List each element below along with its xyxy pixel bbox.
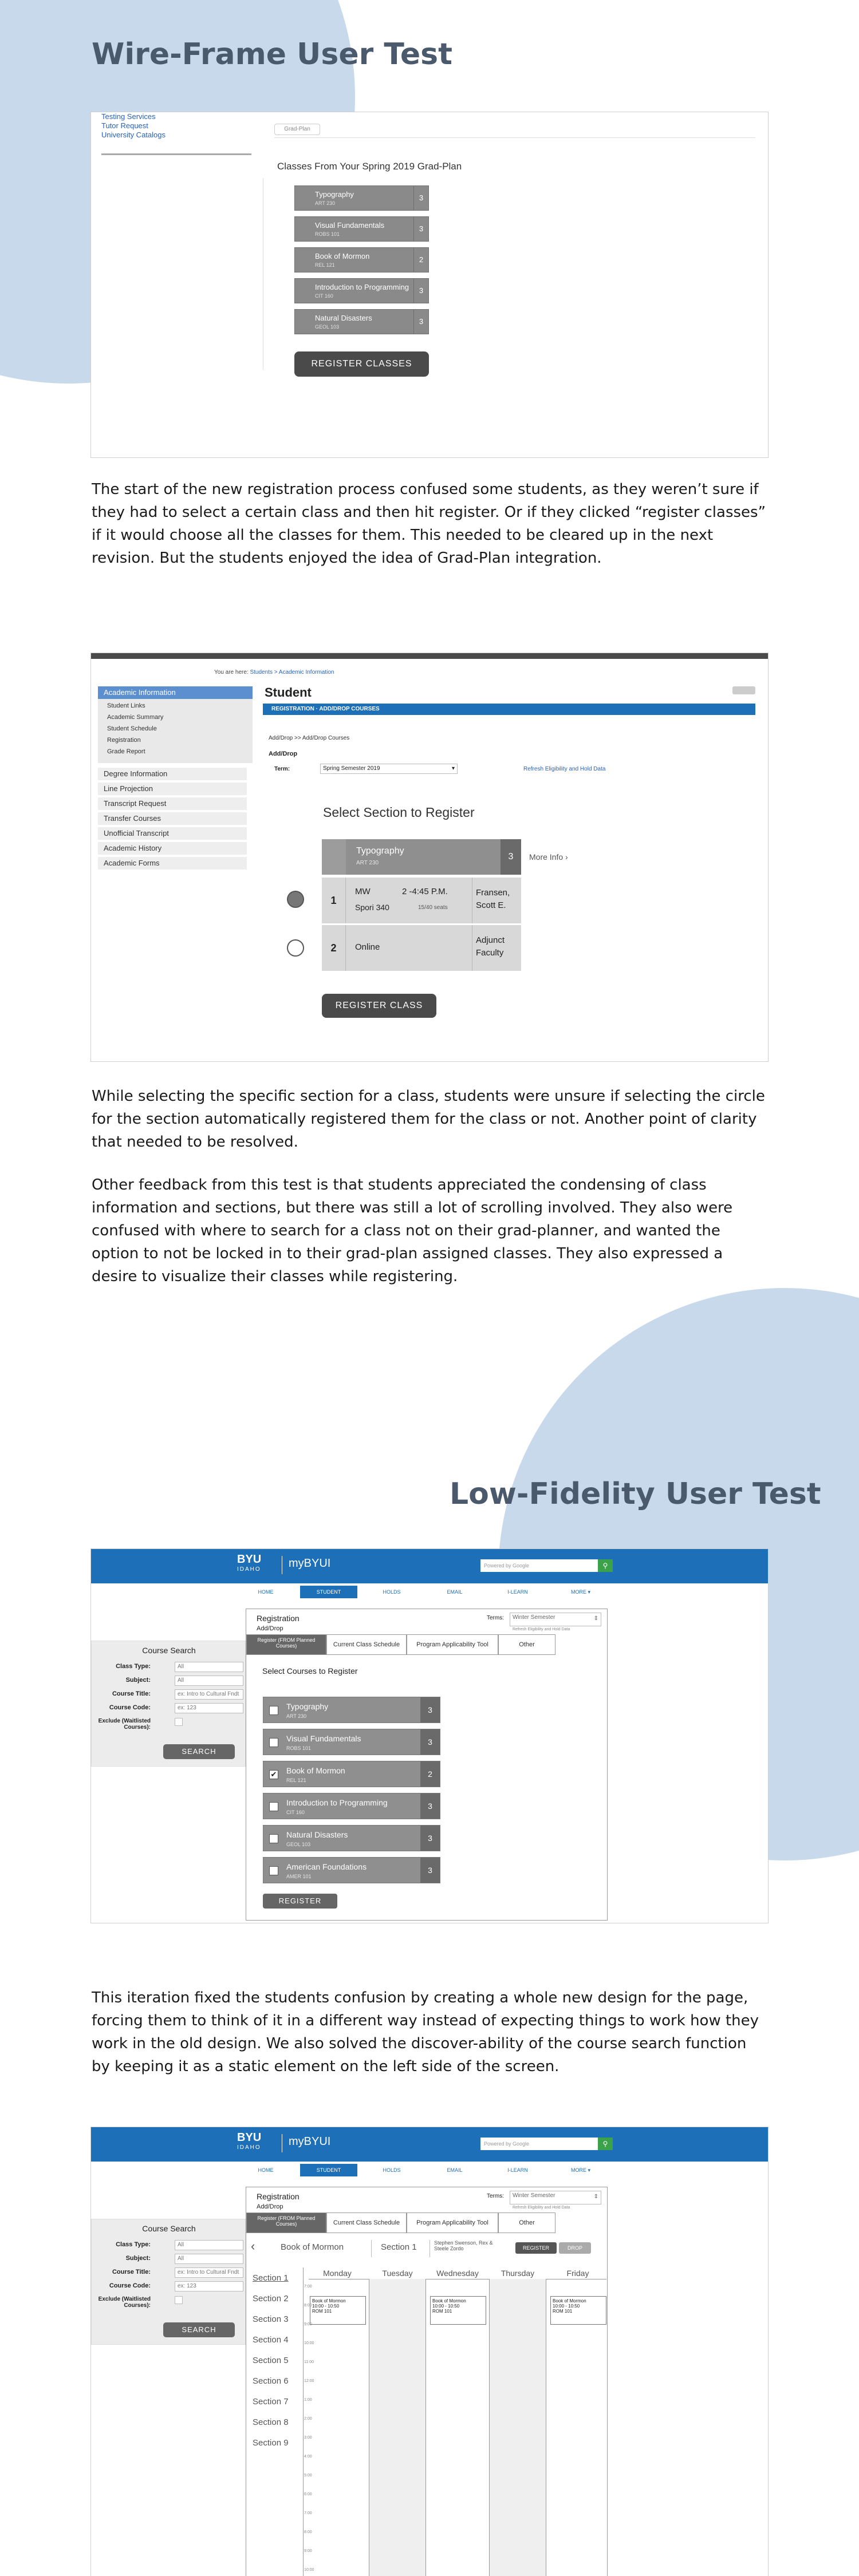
course-bar[interactable]	[263, 1825, 440, 1851]
blue-registration-bar: REGISTRATION · ADD/DROP COURSES	[263, 704, 755, 715]
course-checkbox[interactable]	[269, 1866, 278, 1875]
nav-student[interactable]: STUDENT	[300, 2164, 357, 2176]
section-2-row[interactable]	[322, 925, 521, 971]
brand-name: myBYUI	[289, 2135, 331, 2148]
class-name: Typography	[356, 846, 404, 856]
course-checkbox[interactable]	[269, 1802, 278, 1811]
section-seats: 15/40 seats	[418, 904, 448, 911]
instructor-name: Stephen Swenson, Rex & Steele Zordo	[434, 2240, 493, 2251]
course-search-panel	[91, 1641, 246, 1767]
course-search-title: Course Search	[142, 1646, 196, 1655]
class-bar[interactable]	[294, 309, 429, 334]
course-search-title: Course Search	[142, 2224, 196, 2233]
submenu-item[interactable]: Student Links	[107, 702, 145, 709]
terms-label: Terms:	[487, 2193, 504, 2199]
section-1-radio[interactable]	[287, 891, 304, 908]
time-label: 3:00	[304, 2436, 312, 2440]
day-column-thursday	[489, 2279, 546, 2576]
subject-select[interactable]: All	[175, 1676, 243, 1686]
course-code: ART 230	[286, 1713, 307, 1719]
nav-holds[interactable]: HOLDS	[383, 1589, 401, 1595]
class-header-left	[322, 839, 346, 875]
chevron-updown-icon: ⇕	[593, 1615, 598, 1622]
course-code-input[interactable]: ex: 123	[175, 2281, 243, 2291]
course-title-input[interactable]: ex: Intro to Cultural Fndt	[175, 2267, 243, 2278]
class-code: REL 121	[315, 262, 335, 268]
class-type-select[interactable]: All	[175, 2240, 243, 2250]
section-number: 1	[322, 878, 346, 923]
event-title: Book of Mormon	[432, 2298, 466, 2304]
submenu-item[interactable]: Registration	[107, 737, 141, 744]
course-name: American Foundations	[286, 1862, 367, 1871]
day-header: Friday	[566, 2269, 589, 2278]
section-number: 2	[322, 925, 346, 971]
calendar-event[interactable]	[550, 2296, 606, 2325]
event-title: Book of Mormon	[553, 2298, 586, 2304]
select-section-heading: Select Section to Register	[323, 805, 475, 820]
terms-sub[interactable]: Refresh Eligibility and Hold Data	[513, 1627, 570, 1631]
more-info-link[interactable]	[529, 852, 568, 862]
add-drop-subtitle: Add/Drop	[269, 750, 298, 757]
course-search-panel	[91, 2219, 246, 2345]
event-room: ROM 101	[553, 2309, 573, 2314]
search-input[interactable]: Powered by Google	[480, 2138, 601, 2150]
class-bar[interactable]	[294, 278, 429, 303]
term-select[interactable]	[320, 764, 458, 774]
class-credits: 3	[413, 279, 428, 303]
calendar-event[interactable]	[430, 2296, 486, 2325]
field-label: Exclude (Waitlisted Courses):	[98, 1718, 151, 1730]
nav-home[interactable]: HOME	[258, 2167, 274, 2173]
selected-section: Section 1	[381, 2242, 417, 2252]
class-header-bar	[322, 839, 521, 875]
selected-course: Book of Mormon	[281, 2242, 344, 2252]
event-time: 10:00 - 10:50	[432, 2304, 460, 2309]
brand-name: myBYUI	[289, 1557, 331, 1570]
calendar-left-border	[303, 2267, 304, 2576]
header-divider	[371, 2240, 372, 2257]
course-code: AMER 101	[286, 1874, 312, 1879]
time-label: 5:00	[304, 2474, 312, 2478]
section-type: Online	[355, 942, 380, 952]
course-code-input[interactable]: ex: 123	[175, 1703, 243, 1713]
event-room: ROM 101	[312, 2309, 332, 2314]
course-credits: 3	[420, 1729, 440, 1755]
day-header: Thursday	[501, 2269, 535, 2278]
back-arrow-icon[interactable]: ‹	[251, 2239, 255, 2253]
nav-holds[interactable]: HOLDS	[383, 2167, 401, 2173]
nav-email[interactable]: EMAIL	[447, 2167, 463, 2173]
course-checkbox[interactable]	[269, 1738, 278, 1747]
paragraph-wireframe-2: While selecting the specific section for a class, students were unsure if selecting the circle for the section automatically registered them for the class or not. Another point of clarity that needed to be resolved.	[92, 1088, 765, 1151]
class-code: CIT 160	[315, 293, 333, 299]
course-bar[interactable]	[263, 1793, 440, 1819]
add-drop-crumb[interactable]: Add/Drop >> Add/Drop Courses	[269, 735, 350, 741]
toggle-icon[interactable]	[732, 686, 755, 694]
time-label: 2:00	[304, 2417, 312, 2421]
class-name: Introduction to Programming	[315, 283, 409, 291]
nav-student[interactable]: STUDENT	[300, 1586, 357, 1598]
search-icon[interactable]: ⚲	[598, 1559, 613, 1572]
field-label: Course Code:	[109, 1704, 151, 1711]
class-type-select[interactable]: All	[175, 1662, 243, 1672]
chevron-down-icon: ▾	[451, 765, 455, 772]
lowfi-screenshot-calendar	[90, 2127, 769, 2576]
time-label: 6:00	[304, 2492, 312, 2496]
time-label: 10:00	[304, 2568, 314, 2572]
refresh-eligibility-link[interactable]: Refresh Eligibility and Hold Data	[523, 766, 606, 772]
class-credits: 3	[413, 217, 428, 241]
class-name: Visual Fundamentals	[315, 221, 385, 230]
section-1-row[interactable]	[322, 878, 521, 923]
terms-sub[interactable]: Refresh Eligibility and Hold Data	[513, 2206, 570, 2210]
field-label: Course Code:	[109, 2282, 151, 2289]
course-code: GEOL 103	[286, 1842, 311, 1847]
byu-logo-bottom: IDAHO	[237, 2144, 261, 2151]
sidebar-divider	[101, 153, 251, 155]
section-link[interactable]: Section 7	[253, 2397, 289, 2407]
section-link[interactable]: Section 1	[253, 2273, 289, 2283]
registration-title: Registration	[257, 1614, 300, 1623]
class-name: Natural Disasters	[315, 314, 372, 322]
section-link[interactable]: Section 4	[253, 2335, 289, 2345]
day-header: Tuesday	[382, 2269, 413, 2278]
time-label: 8:00	[304, 2530, 312, 2534]
class-bar[interactable]	[294, 216, 429, 242]
class-bar[interactable]	[294, 247, 429, 272]
registration-title: Registration	[257, 2192, 300, 2201]
course-name: Natural Disasters	[286, 1830, 348, 1839]
menu-item[interactable]: Academic Forms	[98, 857, 247, 870]
section-link[interactable]: Section 3	[253, 2314, 289, 2324]
field-label: Subject:	[125, 2255, 151, 2262]
time-label: 7:00	[304, 2285, 312, 2289]
wireframe-section-title: Wire-Frame User Test	[92, 37, 452, 72]
day-header: Monday	[323, 2269, 352, 2278]
lowfi-screenshot-register	[90, 1548, 769, 1923]
nav-more[interactable]: MORE ▾	[570, 1589, 591, 1595]
course-credits: 2	[420, 1761, 440, 1787]
tab-other[interactable]: Other	[498, 2212, 555, 2233]
term-label: Term:	[274, 766, 290, 772]
course-bar[interactable]	[263, 1697, 440, 1723]
paragraph-wireframe-1: The start of the new registration process confused some students, as they weren’t sure if they had to select a certain class and then hit register. Or if they clicked “register classes” if it would choose all the classes for them. This needed to be cleared up in the next revision. But the students enjoyed the idea of Grad-Plan integration.	[92, 481, 766, 567]
register-classes-button[interactable]: REGISTER CLASSES	[294, 351, 429, 377]
course-checkbox[interactable]	[269, 1706, 278, 1715]
section-days: MW	[355, 887, 371, 896]
week-calendar	[303, 2267, 606, 2576]
event-room: ROM 101	[432, 2309, 452, 2314]
menu-item[interactable]: Line Projection	[98, 783, 247, 795]
time-label: 4:00	[304, 2455, 312, 2459]
terms-select[interactable]	[510, 1613, 601, 1626]
section-link[interactable]: Section 8	[253, 2417, 289, 2427]
course-name: Introduction to Programming	[286, 1798, 388, 1807]
section-2-radio[interactable]	[287, 939, 304, 957]
paragraph-lowfi-1: This iteration fixed the students confusion by creating a whole new design for the page, forcing them to think of it in a different way instead of expecting things to work how they work in the old design. We also solved the discover-ability of the course search function by keeping it as a static element on the left side of the screen.	[92, 1989, 759, 2075]
course-credits: 3	[420, 1826, 440, 1851]
field-label: Class Type:	[116, 1663, 151, 1670]
section-professor: Fransen, Scott E.	[472, 878, 521, 923]
field-label: Class Type:	[116, 2241, 151, 2248]
register-button[interactable]: REGISTER	[263, 1894, 337, 1909]
field-label: Course Title:	[112, 1690, 151, 1697]
section-professor: Adjunct Faculty	[472, 925, 521, 971]
main-nav	[237, 2164, 624, 2176]
lowfi-section-title: Low-Fidelity User Test	[450, 1477, 821, 1511]
search-input[interactable]: Powered by Google	[480, 1559, 601, 1572]
day-header: Wednesday	[436, 2269, 479, 2278]
class-credits: 2	[413, 248, 428, 272]
class-code: ART 230	[315, 200, 336, 206]
exclude-checkbox[interactable]	[175, 1718, 183, 1726]
time-label: 8:00	[304, 2304, 312, 2308]
section-link[interactable]: Section 5	[253, 2356, 289, 2365]
tab-register[interactable]: Register (FROM Planned Courses)	[246, 1634, 326, 1655]
tab-register[interactable]: Register (FROM Planned Courses)	[246, 2212, 326, 2233]
wireframe-screenshot-sections	[90, 653, 769, 1062]
menu-header[interactable]: Academic Information	[98, 686, 253, 699]
breadcrumb	[214, 669, 334, 675]
calendar-event[interactable]	[310, 2296, 366, 2325]
terms-label: Terms:	[487, 1615, 504, 1621]
site-header	[91, 1549, 769, 1583]
course-name: Typography	[286, 1702, 329, 1711]
class-credits: 3	[413, 310, 428, 334]
course-bar[interactable]	[263, 1729, 440, 1755]
section-room: Spori 340	[355, 903, 389, 912]
byu-logo-bottom: IDAHO	[237, 1566, 261, 1573]
class-name: Typography	[315, 190, 354, 199]
site-header	[91, 2127, 769, 2162]
select-courses-heading: Select Courses to Register	[262, 1666, 358, 1676]
course-checkbox[interactable]	[269, 1834, 278, 1843]
byu-logo-top[interactable]: BYU	[237, 2131, 262, 2144]
course-credits: 3	[420, 1858, 440, 1883]
chevron-right-icon: ›	[565, 852, 568, 862]
time-label: 11:00	[304, 2360, 314, 2364]
menu-item[interactable]: Degree Information	[98, 768, 247, 780]
paragraph-wireframe-3: Other feedback from this test is that students appreciated the condensing of class information and sections, but there was still a lot of scrolling involved. They also were confused with where to search for a class not on their grad-planner, and wanted the option to not be locked in to their grad-plan assigned classes. They also expressed a desire to visualize their classes while registering.	[92, 1176, 733, 1285]
byu-logo-top[interactable]: BYU	[237, 1553, 262, 1566]
class-credits: 3	[501, 839, 521, 875]
course-code: CIT 160	[286, 1809, 305, 1815]
event-time: 10:00 - 10:50	[312, 2304, 340, 2309]
exclude-checkbox[interactable]	[175, 2296, 183, 2304]
link-tutor-request[interactable]: Tutor Request	[101, 121, 148, 130]
course-credits: 3	[420, 1697, 440, 1722]
menu-item[interactable]: Transfer Courses	[98, 812, 247, 825]
time-label: 7:00	[304, 2511, 312, 2515]
main-nav	[237, 1586, 624, 1598]
link-university-catalogs[interactable]: University Catalogs	[101, 131, 166, 139]
field-label: Exclude (Waitlisted Courses):	[98, 2296, 151, 2309]
section-link[interactable]: Section 9	[253, 2438, 289, 2448]
class-bar[interactable]	[294, 185, 429, 211]
nav-ilearn[interactable]: I-LEARN	[507, 1589, 528, 1595]
drop-button[interactable]: DROP	[559, 2242, 591, 2254]
submenu-item[interactable]: Grade Report	[107, 748, 145, 755]
add-drop-label: Add/Drop	[257, 1625, 283, 1632]
term-value: Spring Semester 2019	[323, 765, 380, 772]
register-class-button[interactable]: REGISTER CLASS	[322, 994, 436, 1018]
subject-select[interactable]: All	[175, 2254, 243, 2264]
tab-current-schedule[interactable]: Current Class Schedule	[326, 2212, 407, 2233]
field-label: Subject:	[125, 1677, 151, 1684]
wireframe-screenshot-gradplan	[90, 112, 769, 458]
submenu-item[interactable]: Student Schedule	[107, 725, 157, 732]
add-drop-label: Add/Drop	[257, 2203, 283, 2210]
page-title: Student	[265, 685, 312, 700]
top-bar	[91, 653, 769, 659]
section-time: 2 -4:45 P.M.	[402, 887, 448, 896]
day-column-tuesday	[369, 2279, 426, 2576]
time-label: 1:00	[304, 2398, 312, 2402]
tab-program-tool[interactable]: Program Applicability Tool	[407, 2212, 498, 2233]
course-title-input[interactable]: ex: Intro to Cultural Fndt	[175, 1689, 243, 1700]
tab-other[interactable]: Other	[498, 1634, 555, 1655]
menu-item[interactable]: Unofficial Transcript	[98, 827, 247, 840]
search-button[interactable]: SEARCH	[163, 2322, 235, 2337]
terms-select[interactable]	[510, 2191, 601, 2204]
breadcrumb-prefix: You are here:	[214, 669, 249, 675]
course-code: ROBS 101	[286, 1745, 312, 1751]
chevron-updown-icon: ⇕	[593, 2194, 598, 2200]
tab-current-schedule[interactable]: Current Class Schedule	[326, 1634, 407, 1655]
submenu-item[interactable]: Academic Summary	[107, 714, 164, 721]
time-label: 12:00	[304, 2379, 314, 2383]
tab-grad-plan[interactable]: Grad-Plan	[274, 124, 320, 135]
section-link[interactable]: Section 2	[253, 2294, 289, 2304]
tab-program-tool[interactable]: Program Applicability Tool	[407, 1634, 498, 1655]
nav-more[interactable]: MORE ▾	[570, 2167, 591, 2173]
class-code: ROBS 101	[315, 231, 340, 237]
terms-value: Winter Semester	[513, 2192, 555, 2199]
link-testing-services[interactable]: Testing Services	[101, 112, 156, 121]
time-label: 9:00	[304, 2322, 312, 2326]
event-title: Book of Mormon	[312, 2298, 346, 2304]
section-link[interactable]: Section 6	[253, 2376, 289, 2386]
course-bar[interactable]	[263, 1857, 440, 1883]
course-name: Visual Fundamentals	[286, 1734, 361, 1743]
course-code: REL 121	[286, 1777, 306, 1783]
course-checkbox[interactable]: ✔	[269, 1770, 278, 1779]
breadcrumb-link[interactable]: Students > Academic Information	[250, 669, 334, 675]
class-credits: 3	[413, 186, 428, 210]
nav-ilearn[interactable]: I-LEARN	[507, 2167, 528, 2173]
menu-item[interactable]: Transcript Request	[98, 797, 247, 810]
gradplan-heading: Classes From Your Spring 2019 Grad-Plan	[277, 161, 462, 172]
search-icon[interactable]: ⚲	[598, 2138, 613, 2150]
course-bar[interactable]	[263, 1761, 440, 1787]
more-info-label: More Info	[529, 852, 564, 862]
time-label: 9:00	[304, 2549, 312, 2553]
terms-value: Winter Semester	[513, 1614, 555, 1621]
tab-divider	[274, 137, 755, 138]
nav-home[interactable]: HOME	[258, 1589, 274, 1595]
field-label: Course Title:	[112, 2269, 151, 2275]
class-code: ART 230	[356, 860, 379, 866]
time-label: 10:00	[304, 2341, 314, 2345]
class-code: GEOL 103	[315, 324, 340, 330]
menu-item[interactable]: Academic History	[98, 842, 247, 855]
event-time: 10:00 - 10:50	[553, 2304, 580, 2309]
nav-email[interactable]: EMAIL	[447, 1589, 463, 1595]
course-name: Book of Mormon	[286, 1766, 345, 1775]
class-name: Book of Mormon	[315, 252, 370, 260]
register-button[interactable]: REGISTER	[515, 2242, 557, 2254]
search-button[interactable]: SEARCH	[163, 1744, 235, 1759]
course-credits: 3	[420, 1793, 440, 1819]
